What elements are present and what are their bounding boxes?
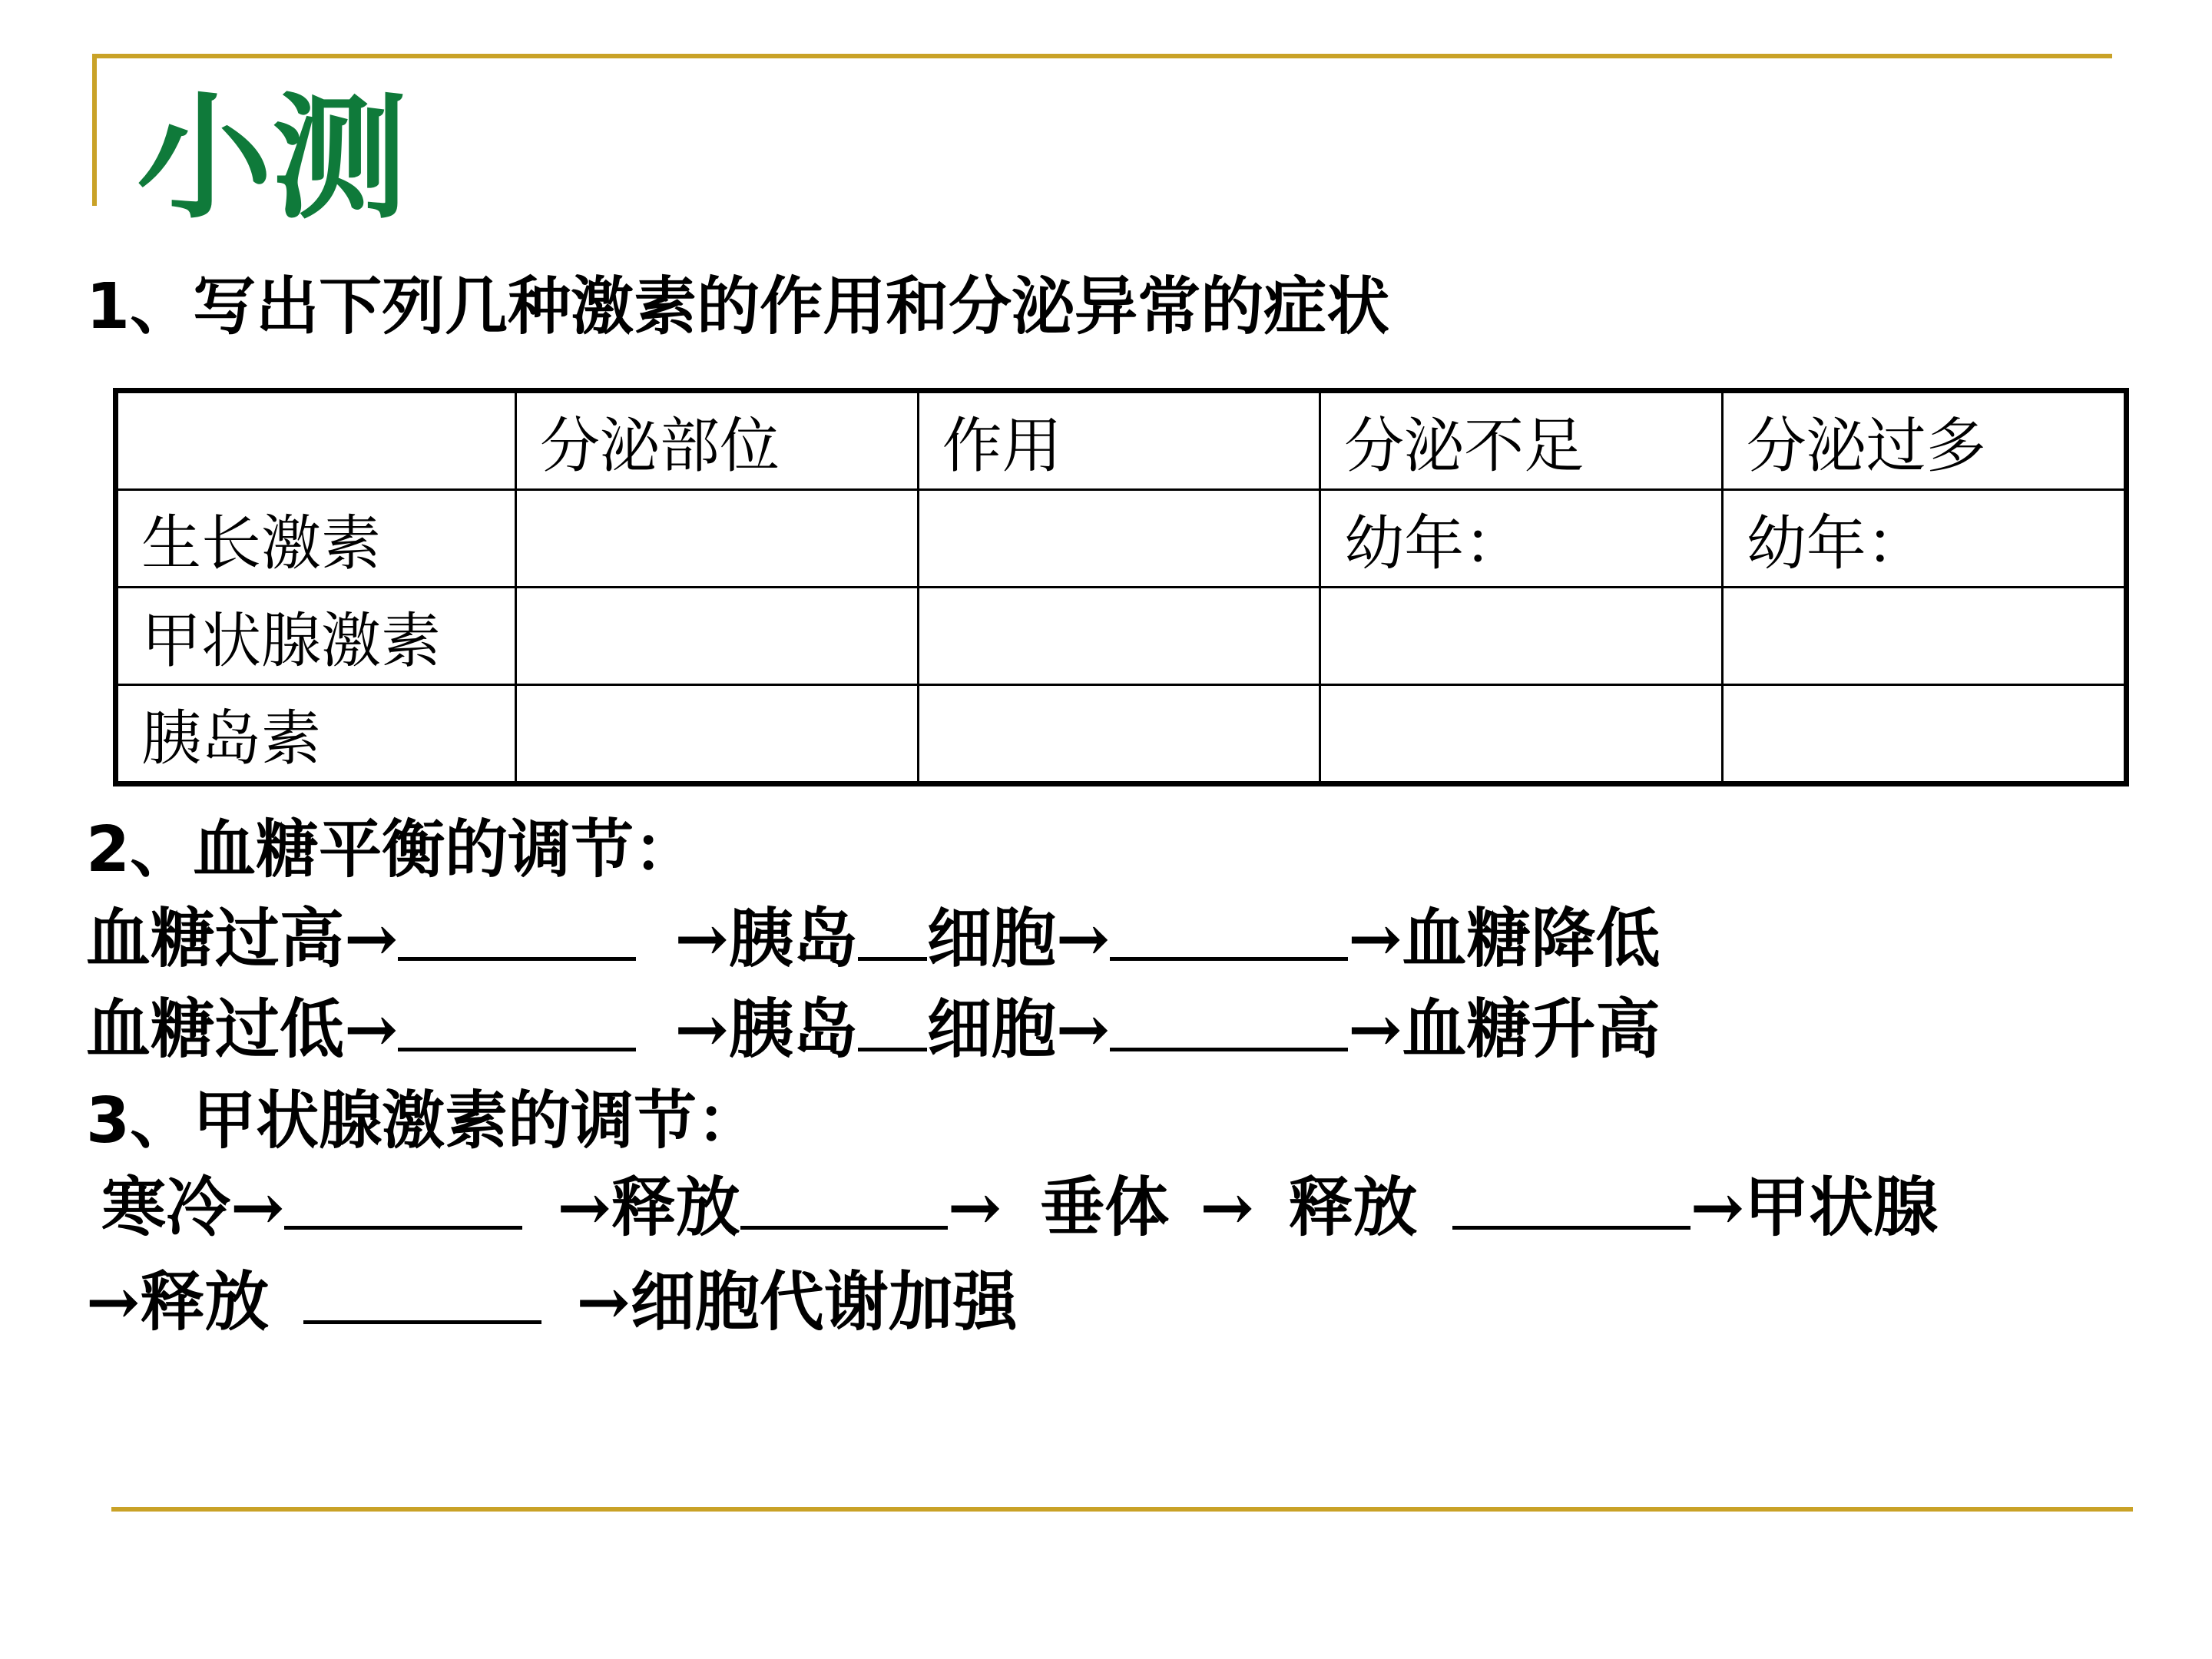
table-row [116,588,2127,685]
thyroid-release-3: →释放 [86,1263,270,1339]
thyroid-release-2: 释放 [1288,1169,1418,1245]
answer-blank [398,1040,636,1051]
thyroid-release-1: →释放 [557,1169,740,1245]
question-3-text: 、甲状腺激素的调节： [130,1084,760,1157]
table-row [116,490,2127,588]
glucose-low-line [86,991,1661,1067]
hormone-table [113,388,2129,786]
thyroid-gland: →甲状腺 [1690,1169,1938,1245]
answer-blank [284,1218,522,1230]
glucose-low-start: 血糖过低→ [86,991,399,1067]
table-cell [1320,685,1723,784]
table-cell [1722,588,2126,685]
bottom-rule [111,1507,2133,1512]
answer-blank [858,949,927,961]
glucose-low-cell: 细胞→ [926,991,1111,1067]
slide-title: 小测 [137,78,408,237]
thyroid-line-2 [86,1263,1018,1339]
header-cell: 分泌过多 [1722,391,2126,490]
left-rule [92,54,97,206]
thyroid-metabolism: →细胞代谢加强 [576,1263,1018,1339]
thyroid-arrow-2: → [1200,1169,1254,1245]
header-cell [116,391,516,490]
question-1-number: 1 [86,270,131,343]
table-cell [918,490,1320,588]
table-cell: 甲状腺激素 [116,588,516,685]
table-cell [515,588,918,685]
question-1 [86,270,1390,343]
table-cell: 胰岛素 [116,685,516,784]
answer-blank [303,1313,541,1324]
header-cell: 分泌部位 [515,391,918,490]
glucose-high-line [86,900,1661,976]
table-cell [1320,588,1723,685]
answer-blank [858,1040,927,1051]
header-cell: 分泌不足 [1320,391,1723,490]
table-cell: 幼年： [1320,490,1723,588]
table-cell: 幼年： [1722,490,2126,588]
table-cell [918,685,1320,784]
table-cell [918,588,1320,685]
question-2-text: 、血糖平衡的调节： [130,813,697,886]
question-3-number: 3 [86,1084,131,1157]
thyroid-cold: 寒冷→ [101,1169,285,1245]
table-row [116,685,2127,784]
thyroid-arrow-1: → [947,1169,1002,1245]
glucose-low-mid: →胰岛 [674,991,858,1067]
question-2-number: 2 [86,813,131,886]
thyroid-pituitary: 垂体 [1040,1169,1170,1245]
glucose-high-cell: 细胞→ [926,900,1111,976]
answer-blank [1452,1218,1690,1230]
top-rule [92,54,2112,58]
thyroid-line-1 [101,1169,1938,1245]
table-cell: 生长激素 [116,490,516,588]
glucose-low-end: →血糖升高 [1348,991,1661,1067]
table-cell [515,490,918,588]
table-cell [1722,685,2126,784]
table-header-row [116,391,2127,490]
glucose-high-end: →血糖降低 [1348,900,1661,976]
answer-blank [1110,949,1348,961]
answer-blank [1110,1040,1348,1051]
glucose-high-start: 血糖过高→ [86,900,399,976]
table-cell [515,685,918,784]
question-2 [86,813,697,886]
answer-blank [398,949,636,961]
glucose-high-mid: →胰岛 [674,900,858,976]
question-1-text: 、写出下列几种激素的作用和分泌异常的症状 [130,270,1390,343]
question-3 [86,1084,760,1157]
header-cell: 作用 [918,391,1320,490]
answer-blank [740,1218,948,1230]
